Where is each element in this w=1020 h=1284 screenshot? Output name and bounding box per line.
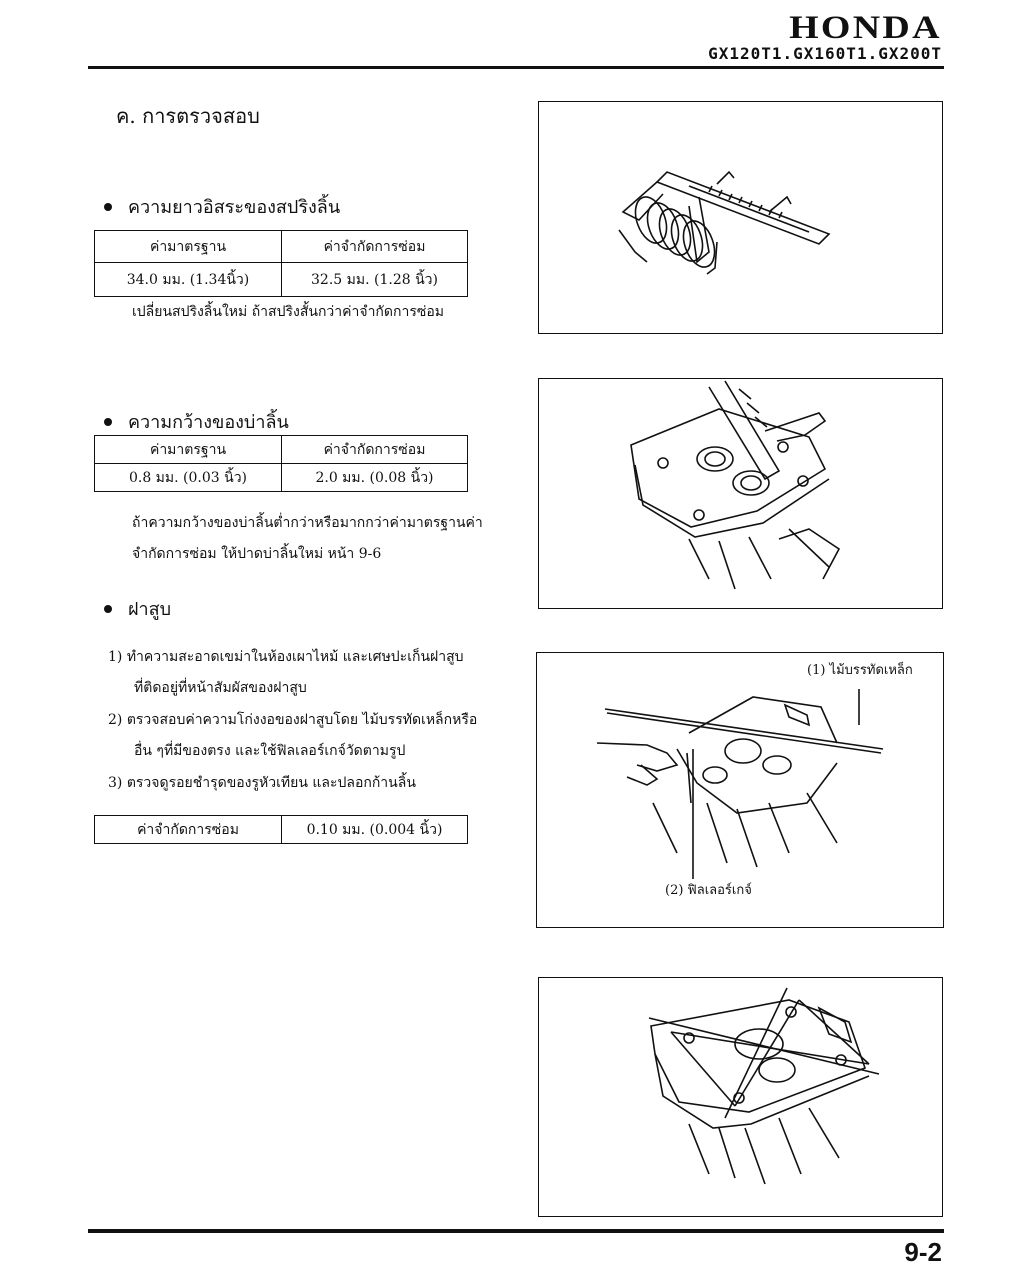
seat-heading-text: ความกว้างของบ่าลิ้น: [128, 412, 289, 433]
head-limit-value: 0.10 มม. (0.004 นิ้ว): [282, 816, 468, 844]
head-pattern-illustration: [539, 978, 942, 1216]
head-limit-label: ค่าจำกัดการซ่อม: [95, 816, 282, 844]
valve-seat-illustration: [539, 379, 942, 608]
head-step-1: [108, 642, 464, 704]
spring-heading: [104, 192, 340, 221]
seat-heading: [104, 407, 289, 436]
head-step-2: [108, 705, 477, 767]
head-step-3: [108, 768, 416, 799]
spring-heading-text: ความยาวอิสระของสปริงลิ้น: [128, 197, 341, 218]
spring-caliper-illustration: [539, 102, 942, 333]
head-step-1-line1: 1) ทำความสะอาดเขม่าในห้องเผาไหม้ และเศษปะเก็นฝาสูบ: [108, 649, 464, 665]
spring-note: เปลี่ยนสปริงลิ้นใหม่ ถ้าสปริงสั้นกว่าค่าจำกัดการซ่อม: [132, 304, 444, 320]
head-limit-table: [94, 815, 468, 844]
figure-head-warpage: [536, 652, 944, 928]
spring-standard-value: 34.0 มม. (1.34นิ้ว): [95, 263, 282, 297]
head-step-3-line1: 3) ตรวจดูรอยชำรุดของรูหัวเทียน และปลอกก้านลิ้น: [108, 775, 416, 791]
brand-logo: HONDA: [789, 10, 942, 46]
seat-note-line2: จำกัดการซ่อม ให้ปาดบ่าลิ้นใหม่ หน้า 9-6: [132, 546, 382, 562]
spring-spec-table: [94, 230, 468, 297]
model-list: GX120T1.GX160T1.GX200T: [708, 44, 942, 63]
page-number: 9-2: [904, 1237, 942, 1267]
spring-col-limit: ค่าจำกัดการซ่อม: [282, 231, 468, 263]
seat-limit-value: 2.0 มม. (0.08 นิ้ว): [282, 464, 468, 492]
bullet-icon: [104, 418, 112, 426]
head-heading-text: ฝาสูบ: [128, 599, 172, 620]
seat-col-standard: ค่ามาตรฐาน: [95, 436, 282, 464]
head-heading: [104, 594, 171, 623]
head-step-1-line2: ที่ติดอยู่ที่หน้าสัมผัสของฝาสูบ: [134, 680, 307, 696]
head-step-2-line1: 2) ตรวจสอบค่าความโก่งงอของฝาสูบโดย ไม้บรรทัดเหล็กหรือ: [108, 712, 478, 728]
seat-col-limit: ค่าจำกัดการซ่อม: [282, 436, 468, 464]
bullet-icon: [104, 203, 112, 211]
seat-note-line1: ถ้าความกว้างของบ่าลิ้นต่ำกว่าหรือมากกว่าค่ามาตรฐานค่า: [132, 515, 483, 531]
callout-feeler-gauge: (2) ฟิลเลอร์เกจ์: [665, 879, 752, 900]
head-step-2-line2: อื่น ๆที่มีของตรง และใช้ฟิลเลอร์เกจ์วัดตามรูป: [134, 743, 406, 759]
spring-limit-value: 32.5 มม. (1.28 นิ้ว): [282, 263, 468, 297]
figure-valve-seat: [538, 378, 943, 609]
bullet-icon: [104, 605, 112, 613]
seat-spec-table: [94, 435, 468, 492]
seat-note: [132, 508, 483, 570]
figure-spring-caliper: [538, 101, 943, 334]
section-title: ค. การตรวจสอบ: [116, 104, 260, 128]
spring-col-standard: ค่ามาตรฐาน: [95, 231, 282, 263]
seat-standard-value: 0.8 มม. (0.03 นิ้ว): [95, 464, 282, 492]
callout-straightedge: (1) ไม้บรรทัดเหล็ก: [807, 659, 913, 680]
header-rule: [88, 66, 944, 69]
figure-head-pattern: [538, 977, 943, 1217]
footer-rule: [88, 1229, 944, 1233]
